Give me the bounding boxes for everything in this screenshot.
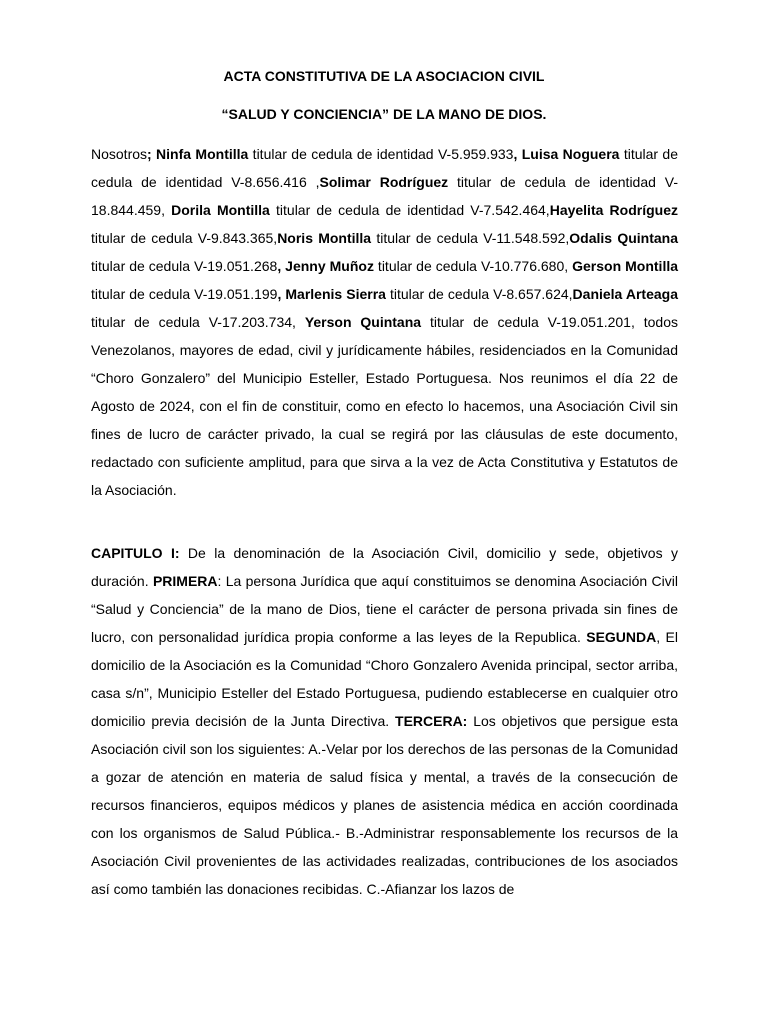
founder-name: Hayelita Rodríguez [549, 202, 679, 218]
chapter-heading: CAPITULO I: [91, 545, 180, 561]
text-run: titular de cedula de identidad V-8.656.416 , [91, 146, 679, 190]
founder-name: Noris Montilla [277, 230, 372, 246]
founder-name: Daniela Arteaga [572, 286, 678, 302]
text-run: , El domicilio de la Asociación es la Comunidad “Choro Gonzalero Avenida principal, sector arriba, casa s/n”, Municipio Esteller del Estado Portuguesa, pudiendo establecerse en cualquier otro domicilio previa decisión de la Junta Directiva. [91, 629, 678, 729]
clause-heading: SEGUNDA [586, 629, 657, 645]
document-title: ACTA CONSTITUTIVA DE LA ASOCIACION CIVIL [223, 68, 545, 84]
founder-name: ; Ninfa Montilla [147, 146, 249, 162]
founder-name: Gerson Montilla [572, 258, 679, 274]
founders-paragraph [91, 140, 678, 504]
text-run: titular de cedula de identidad V-5.959.933 [248, 146, 514, 162]
text-run: De la denominación de la Asociación Civil, domicilio y sede, objetivos y duración. [91, 545, 678, 589]
text-run: titular de cedula V-19.051.201, todos Venezolanos, mayores de edad, civil y jurídicamente hábiles, residenciados en la Comunidad “Choro Gonzalero” del Municipio Esteller, Estado Portuguesa. Nos reunimos el día 22 de Agosto de 2024, con el fin de constituir, como en efecto lo hacemos, una Asociación Civil sin fines de lucro de carácter privado, la cual se regirá por las cláusulas de este documento, redactado con suficiente amplitud, para que sirva a la vez de Acta Constitutiva y Estatutos de la Asociación. [91, 314, 678, 498]
text-run: titular de cedula V-11.548.592, [371, 230, 570, 246]
clause-heading: PRIMERA [152, 573, 218, 589]
founder-name: , Luisa Noguera [513, 146, 620, 162]
founder-name: , Marlenis Sierra [277, 286, 386, 302]
founder-name: Odalis Quintana [569, 230, 678, 246]
document-subtitle: “SALUD Y CONCIENCIA” DE LA MANO DE DIOS. [221, 106, 547, 122]
text-run: titular de cedula de identidad V-7.542.464, [269, 202, 550, 218]
clause-heading: TERCERA: [395, 713, 468, 729]
text-run: titular de cedula V-9.843.365, [91, 230, 278, 246]
founder-name: , Jenny Muñoz [277, 258, 374, 274]
text-run: titular de cedula V-10.776.680, [373, 258, 573, 274]
text-run: titular de cedula V-8.657.624, [385, 286, 573, 302]
chapter-one-paragraph [91, 539, 678, 903]
founder-name: Solimar Rodríguez [319, 174, 449, 190]
text-run: titular de cedula V-19.051.268 [91, 258, 278, 274]
text-run: Nosotros [91, 146, 148, 162]
founder-name: Dorila Montilla [171, 202, 270, 218]
text-run: : La persona Jurídica que aquí constituimos se denomina Asociación Civil “Salud y Conciencia” de la mano de Dios, tiene el carácter de persona privada sin fines de lucro, con personalidad jurídica propia conforme a las leyes de la Republica. [91, 573, 678, 645]
text-run: Los objetivos que persigue esta Asociación civil son los siguientes: A.-Velar por los derechos de las personas de la Comunidad a gozar de atención en materia de salud física y mental, a través de la consecución de recursos financieros, equipos médicos y planes de asistencia médica en acción coordinada con los organismos de Salud Pública.- B.-Administrar responsablemente los recursos de la Asociación Civil provenientes de las actividades realizadas, contribuciones de los asociados así como también las donaciones recibidas. C.-Afianzar los lazos de [91, 713, 678, 897]
text-run: titular de cedula de identidad V-18.844.459, [91, 174, 678, 218]
founder-name: Yerson Quintana [304, 314, 422, 330]
text-run: titular de cedula V-17.203.734, [91, 314, 305, 330]
text-run: titular de cedula V-19.051.199 [91, 286, 278, 302]
